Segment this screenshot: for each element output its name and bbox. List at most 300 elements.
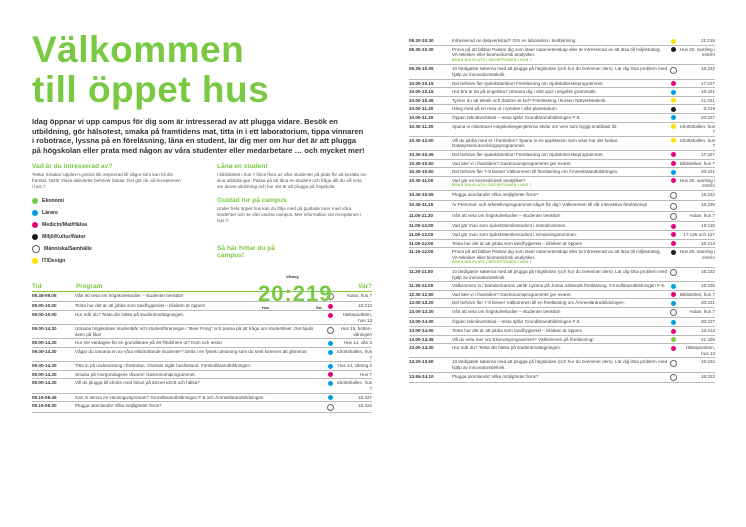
row-location: Biblioteket, hus 7 [680,291,715,297]
row-category [326,349,334,355]
row-category [669,232,677,238]
guided-heading: Guidad tur på campus [217,196,287,204]
row-time: 13.00-14.00 [409,328,434,333]
category-dot-icon [671,90,676,95]
row-program-text: Plugga utomlands! Vilka möjligheter finns? [452,191,539,197]
row-category [326,312,334,318]
row-time: 11.30-12.00 [409,283,434,289]
row-program [452,232,669,238]
row-time: 09.00-14.30 [32,363,57,369]
table-row [409,344,715,358]
row-time: 11.00-13.00 [409,223,434,229]
row-location: 15:225 [700,202,715,208]
right-column [409,37,715,383]
table-row [409,212,715,223]
table-row [409,327,715,336]
row-time: 13.00-13.20 [409,308,434,314]
row-location: Idrottshallen, hus 7 [337,349,372,360]
row-category [669,38,677,44]
category-dot-icon [32,198,38,204]
table-row [409,46,715,66]
table-row [409,268,715,282]
category-legend [32,195,182,267]
row-location: Hälsopunkten, hus 13 [342,312,372,323]
row-program [75,380,326,386]
row-category [669,249,677,255]
row-time: 10.00-10.15 [409,89,434,95]
row-time: 13.00-13.20 [409,300,434,306]
legend-label: Medicin/Mat/Hälsa [42,221,87,228]
category-dot-icon [671,39,676,44]
category-dot-icon [32,210,38,216]
row-program [452,81,669,87]
category-dot-icon [328,364,333,369]
category-dot-icon [328,372,333,377]
row-location: Idrottshallen, hus 7 [680,123,715,135]
row-location: Aulan, hus 7 [689,308,715,314]
category-dot-icon [670,374,677,381]
row-program-text: Öppen teknikverkstad – testa själv! Grundlärarutbildningen F-6. [452,114,581,120]
row-program-text: 10 lärdigaste sakerna med att plugga på högskolan (och hur du överviner dem). Lär dig lösa problem med hjälp av innovationsteknik. [452,359,668,370]
category-dot-icon [671,284,676,289]
title-line-2: till öppet hus [32,69,270,110]
col-tid: Tid [32,282,42,290]
row-time: 09.00-14.30 [32,371,57,377]
row-category [669,98,677,104]
row-program-text: Vad gör man som sjuksköterskestudent i simuleringsrummen. [452,231,578,237]
row-time: 09.00-14.30 [32,349,57,355]
table-row [409,240,715,249]
row-program [452,309,669,315]
category-dot-icon [671,152,676,157]
row-program [452,115,669,121]
category-dot-icon [671,224,676,229]
category-dot-icon [32,245,40,253]
table-row [409,336,715,345]
row-location: 15:222 [700,359,715,365]
category-dot-icon [327,404,334,411]
row-program-text: Kan AI skriva en Hemingwayroman? Grundlärarutbildningen F-6 och Ämneslärarutbildningen. [75,394,265,400]
row-location: Hus 14, vån 3 [343,340,372,346]
table-row [409,358,715,372]
row-location: 15:222 [700,373,715,379]
row-category [669,115,677,121]
row-time: 10.30-10.50 [409,160,434,166]
row-program [452,345,669,351]
table-row [409,114,715,123]
row-program-text: Det behövs fler 7-9 lärare! Välkommen till en föreläsning om Ämneslärarutbildningen. [452,300,625,306]
row-time: 10.00-10.15 [409,80,434,86]
row-program-text: Vårt att veta om högskolestudier – studenter berättar! [452,212,561,218]
row-program [452,213,669,219]
row-program [75,340,326,346]
row-program [452,66,669,77]
category-dot-icon [671,98,676,103]
table-row [32,379,372,393]
row-program [452,178,669,189]
row-time: 10.00-11.30 [409,114,434,120]
row-time: 09.30-10.30 [409,46,434,52]
row-time: 10.45-11.15 [409,202,434,208]
row-time: 13.55-14.10 [409,373,434,379]
category-dot-icon [671,232,676,237]
row-time: 09.30-10.30 [409,38,434,43]
row-location: 20:221 [700,169,715,175]
row-category [669,152,677,158]
row-location: 6:315 [703,106,715,112]
row-category [669,374,677,382]
row-program [452,192,669,198]
row-category [669,81,677,87]
left-column [32,30,372,413]
table-row [409,373,715,384]
category-dot-icon [671,81,676,86]
row-time: 10.00-10.45 [409,97,434,103]
category-dot-icon [32,234,38,240]
interest-text: Testa! Smaka! Upplev! Lyssna! Bli inspirerad till något som kan bli din framtid. OBS! Vissa aktiviteter behöver bokas. Det gör du vid receptionen i hus 7. [32,171,181,189]
table-row [32,362,372,371]
row-location: Idrottshallen, hus 7 [337,380,372,391]
row-program-text: Prova på att fabba! Passar dig som läser naturvetenskap eller är intresserad av att läsa till miljöstrateg, VA-tekniker eller biomedicinsk analytiker. [452,46,661,58]
row-time: 10.00-11.30 [409,106,434,112]
row-program-text: Testa hur det är att jobba som tandhygienist – kliniken är öppen! [452,240,583,246]
row-location: Hus 20, samling i entrén [679,46,715,58]
table-row [409,177,715,191]
row-time: 10.30-11.00 [409,177,434,183]
row-program-text: Det behövs fler 7-9 lärare! Välkommen till föreläsning om Ämneslärarutbildningen. [452,169,619,175]
row-location: 21:221 [700,97,715,103]
row-program-text: Välkommen in i barndeckarnas värld! Lyssna på Jonas Asklunds föreläsning. Grundlärarutbildningen F-6. [452,283,666,289]
row-time: 11.00-12.00 [409,240,434,246]
row-program-text: Vad gör man som sjuksköterskestudent i metodrummen. [452,223,567,229]
row-time: 09.15-09.45 [32,394,57,400]
row-location: Aulan, hus 7 [689,212,715,218]
findus-heading: Så här hittar du på campus! [217,244,275,259]
row-program [75,326,326,337]
row-program [75,395,326,401]
row-program-text: Hur mår du? Testa din hälsa på studentmottagningen. [75,312,185,318]
legend-item [32,243,182,255]
row-program-text: Vad äter vi i framtiden? Gastronomiprogrammet ger svaret. [452,291,572,297]
category-dot-icon [670,213,677,220]
row-program-text: Vill du plugga till idrotts med fokus på ämnet idrott och hälsa? [75,380,200,386]
row-location: 15:227 [357,394,372,400]
row-program-text: 10 lärdigaste sakerna med att plugga på högskolan (och hur du överviner dem). Lär dig lösa problem med hjälp av innovationsteknik. [452,268,668,280]
col-var: Var? [358,282,372,290]
row-program [452,292,669,298]
table-row [409,291,715,300]
table-row [409,282,715,291]
row-time: 09.00-14.30 [32,380,57,386]
row-category [669,300,677,306]
table-row [32,394,372,403]
row-program-text: Vårt ett veta om högskolestudier – studenter berättar! [75,292,184,298]
row-program-text: Intresserad av dataverkstad? Gör en laboration i testbänning. [452,38,577,43]
row-category [669,178,677,184]
row-category [669,138,677,144]
row-location: Hus 20, samling i entrén [679,177,715,189]
category-dot-icon [32,258,38,264]
row-program [452,300,669,306]
row-time: 10.30-12.00 [409,137,434,143]
row-program [452,319,669,325]
row-category [669,169,677,175]
row-category [669,337,677,343]
table-row [409,137,715,151]
category-dot-icon [328,313,333,318]
category-dot-icon [671,292,676,297]
row-program-text: Utmana högskolans studentkår och studentföreningar i "Beer Pong" och passa på att fråga om studentlivet. Det bjuds även på fika! [75,326,314,337]
category-dot-icon [671,250,676,255]
row-category [669,202,677,210]
category-dot-icon [328,395,333,400]
row-program [452,38,669,44]
row-time: 10.30-10.50 [409,169,434,175]
label-sal: Sal [316,306,322,310]
category-dot-icon [328,350,333,355]
row-category [669,223,677,229]
row-category [326,363,334,369]
row-location: 18:213 [357,303,372,309]
category-dot-icon [670,269,677,276]
table-row [32,402,372,413]
row-location: 15:225 [700,283,715,289]
row-location: Idrottshallen, hus 7 [680,137,715,149]
row-location: 15:222 [700,191,715,197]
category-dot-icon [671,138,676,143]
row-program-text: Titta in på undervisning i förskolan. Givetvis ingår hushistund. Förskollärarutbildningen. [75,363,252,369]
row-time: 10.30-11.30 [409,123,434,129]
row-category [669,47,677,53]
legend-item [32,231,182,243]
table-row [409,88,715,97]
row-location: Hus 7 [359,371,372,377]
category-dot-icon [328,341,333,346]
row-time: 11.15-12.00 [409,249,434,255]
row-time: 08.45-09.05 [32,292,57,298]
table-row [409,318,715,327]
category-dot-icon [670,203,677,210]
row-category [669,269,677,277]
row-program [452,89,669,95]
table-row [409,308,715,319]
row-category [326,403,334,411]
row-time: 09.00-10.00 [32,303,57,309]
row-program-text: Hur ser vardagen för en grundlärare på ett fritidshem ut? Kom och testa! [75,340,222,346]
row-time: 09.35-10.05 [409,66,434,72]
category-dot-icon [671,329,676,334]
table-row [409,201,715,212]
table-row [409,123,715,137]
legend-label: IT/Design [42,257,66,264]
row-program-text: Spana in robotrace! Högskoleingenjörerna tävlar om vem som byggt snabbast bil. [452,123,618,129]
row-time: 13.00-14.00 [409,319,434,325]
row-category [326,395,334,401]
table-row [32,371,372,380]
row-time: 09.15-09.30 [32,403,57,409]
legend-item [32,219,182,231]
row-location: 21:425 [700,336,715,342]
row-program-text: Det behövs fler sjuksköterskor! Föreläsning om Sjuksköterskeprogrammet. [452,80,604,86]
row-program-text: Det behövs fler sjuksköterskor! Föreläsning om Sjuksköterskeprogrammet. [452,151,604,157]
table-row [409,299,715,308]
findus-section [217,245,297,261]
row-time: 11.00-11.20 [409,212,434,218]
label-vaning: Våning [286,275,299,279]
row-program [75,349,326,355]
row-location: 15:321 [700,89,715,95]
row-program-text: Vill du jobba med AI i framtiden? Spana in en applikation som visar hur det funkar. Datasystemutvecklingsprogrammet. [452,137,619,149]
row-program [75,312,326,318]
row-program [452,138,669,149]
row-time: 10.30-10.45 [409,151,434,157]
row-location: 17:227 [700,151,715,157]
legend-label: Miljö/Kultur/Natur [42,233,86,240]
row-category [669,66,677,74]
row-location: Hälsopunkten, hus 13 [685,345,715,356]
row-time: 10.40-10.55 [409,191,434,197]
row-category [669,89,677,95]
row-program [452,374,669,380]
row-program [452,202,669,208]
row-program [452,328,669,334]
category-dot-icon [671,170,676,175]
row-program-text: Vill du veta mer om Ekonomprogrammet? Välkommen på föreläsning! [452,336,594,342]
category-dot-icon [671,124,676,129]
room-code-graphic [258,275,333,310]
row-program [452,152,669,158]
row-program-text: Smaka på morgondagens råvaror! Gastronomiprogrammet. [75,371,196,377]
table-row [409,65,715,79]
category-dot-icon [671,178,676,183]
row-program-text: Testa hur det är att jobba som tandhygienist – kliniken är öppen! [452,328,583,333]
category-dot-icon [671,161,676,166]
legend-label: Lärare [42,209,58,216]
category-dot-icon [327,327,334,334]
table-row [409,80,715,89]
row-category [669,292,677,298]
table-row [409,37,715,46]
row-location: 17:126 och 127 [683,231,715,237]
category-dot-icon [670,67,677,74]
row-location: Aulan, hus 7 [346,292,372,298]
row-program [452,359,669,370]
table-row [409,97,715,106]
label-hus: Hus [262,306,270,310]
category-dot-icon [670,360,677,367]
row-category [669,124,677,130]
row-program [452,98,669,104]
table-row [409,248,715,268]
title-line-1: Välkommen [32,29,245,70]
row-location: 18:213 [700,240,715,246]
row-program-text: Hur mår du? Testa din hälsa på studentmottagningen. [452,345,562,351]
row-program [452,169,669,175]
info-columns [32,163,372,278]
row-location: 20:227 [700,319,715,325]
row-category [669,345,677,351]
row-location: 21:219 [700,38,715,43]
room-code: 20:219 [258,281,333,306]
row-location: 17:227 [700,80,715,86]
row-location: Hus 20, samling i entrén [679,249,715,260]
table-row [409,231,715,240]
row-program-text: Plugga utomlands! Vilka möjligheter finns? [452,373,539,379]
legend-label: Ekonomi [42,197,64,204]
schedule-left-rows [32,292,372,413]
row-program-text: Vårt att veta om högskolestudier – studenter berättar! [452,308,561,314]
guided-text: Under hela öppet hus kan du följa med på guidade turer med våra studenter och se vårt vackra campus. Mer information vid receptionen i hus 7. [217,205,362,223]
row-program [75,363,326,369]
schedule-right-rows [409,37,715,383]
category-dot-icon [328,381,333,386]
row-location: 20:227 [700,114,715,120]
table-row [409,168,715,177]
row-location: Hus 14, våning 2 [337,363,372,369]
row-location: 20:221 [700,300,715,306]
table-row [32,311,372,325]
row-program-text: Vad äter vi i framtiden? Gastronomiprogrammet ger svaret. [452,160,572,166]
row-time: 13.00-13.45 [409,336,434,342]
row-location: 15:222 [700,66,715,72]
category-dot-icon [671,115,676,120]
row-program [452,223,669,229]
table-row [32,325,372,339]
row-program-text: Vågar du utmana en av våra elitidrottande studenter? Delta i en fysisk utmaning som du sent kommer att glömma! [75,349,307,355]
category-dot-icon [671,337,676,342]
row-location: Biblioteket, hus 7 [680,160,715,166]
row-category [669,106,677,112]
row-category [669,283,677,289]
row-program [452,283,669,289]
row-program [452,47,669,64]
row-program [452,337,669,343]
row-location: 15:222 [700,268,715,274]
category-dot-icon [670,192,677,199]
row-category [669,192,677,200]
intro-text: Idag öppnar vi upp campus för dig som är intresserad av att plugga vidare. Besök en utbildning, gör hälsotest, smaka på framtidens mat, titta in i ett laboratorium, tippa vinnaren i robotrace, lyssna på en föreläsning, låna en student, lär dig mer om hur det är att plugga på högskolan eller prata med någon av våra studenter eller medarbetare … och mycket mer! [32,117,365,155]
row-time: 13.00-14.30 [409,345,434,351]
row-program-text: Hur bra är du på engelska? Utmana dig i vårt quiz i engelsk grammatik. [452,89,597,95]
row-location: 18:118 [701,223,715,229]
table-row [409,191,715,202]
category-dot-icon [671,47,676,52]
row-category [326,380,334,386]
row-time: 09.00-14.30 [32,326,57,332]
legend-item [32,207,182,219]
row-category [669,241,677,247]
row-category [326,372,334,378]
row-program [75,372,326,378]
borrow-text: I biblioteket i hus 7 finns flera av våra studenter på plats för att berätta om sina utbildningar. Passa på att låna en student och fråga allt du vill veta om deras utbildning och hur det är att plugga på högskola. [217,171,367,189]
table-row [409,160,715,169]
row-program-text: Prova på att fabba! Passar dig som läser naturvetenskap eller är intresserad av att läsa till miljöstrateg, VA-tekniker eller biomedicinsk analytiker. [452,249,661,260]
row-time: 13.20-13.50 [409,359,434,365]
table-row [409,151,715,160]
row-time: 12.30-12.50 [409,291,434,297]
category-dot-icon [32,222,38,228]
row-program [452,241,669,247]
category-dot-icon [671,346,676,351]
row-location: 15:222 [357,403,372,409]
borrow-section [217,163,369,224]
row-category [669,213,677,221]
row-program [452,124,669,130]
row-time: 09.00-10.00 [32,312,57,318]
row-category [326,340,334,346]
col-program: Program [76,282,103,290]
interest-heading: Vad är du intresserad av? [32,162,113,170]
